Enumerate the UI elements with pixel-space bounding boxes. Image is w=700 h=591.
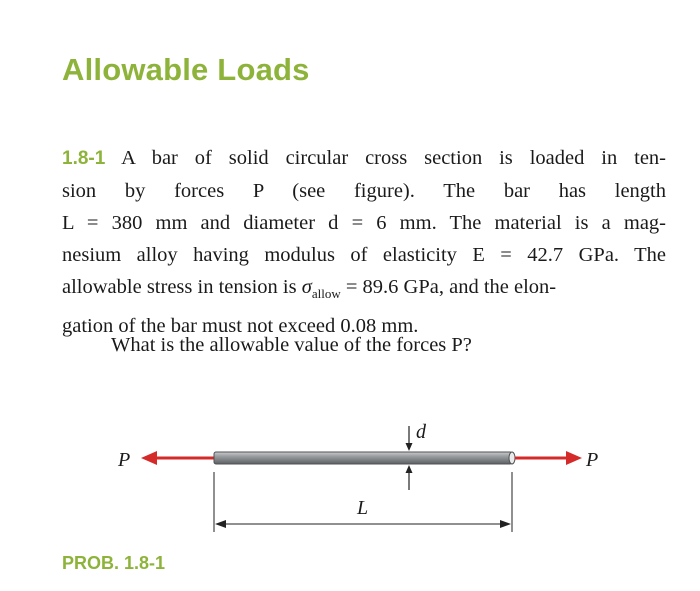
sigma-symbol: σ <box>301 276 312 298</box>
problem-line-3: L = 380 mm and diameter d = 6 mm. The material is a mag- <box>62 212 666 234</box>
left-force-arrow <box>141 451 214 465</box>
problem-number: 1.8-1 <box>62 148 106 169</box>
diameter-label: d <box>416 421 426 443</box>
problem-line-5: allowable stress in tension is $\sigma_{allow} = 89.6$ GPa, and the elon- <box>62 276 557 301</box>
problem-line-2: sion by forces P (see figure). The bar has length <box>62 180 666 202</box>
left-force-label: P <box>118 449 131 471</box>
problem-statement <box>62 142 666 342</box>
right-force-label: P <box>586 449 599 471</box>
sigma-subscript: allow <box>311 286 341 301</box>
right-force-arrow <box>515 451 582 465</box>
length-label: L <box>357 497 369 519</box>
problem-line-6: gation of the bar must not exceed 0.08 mm. <box>62 315 419 337</box>
bar-figure <box>0 390 700 550</box>
question-text: What is the allowable value of the forces P? <box>111 334 472 356</box>
circular-bar <box>214 452 512 464</box>
figure-caption: PROB. 1.8-1 <box>62 553 166 573</box>
section-heading: Allowable Loads <box>62 52 310 87</box>
problem-line-4: nesium alloy having modulus of elasticity E = 42.7 GPa. The <box>62 244 666 266</box>
problem-line-1: 1.8-1 A bar of solid circular cross section is loaded in ten- <box>62 147 667 169</box>
